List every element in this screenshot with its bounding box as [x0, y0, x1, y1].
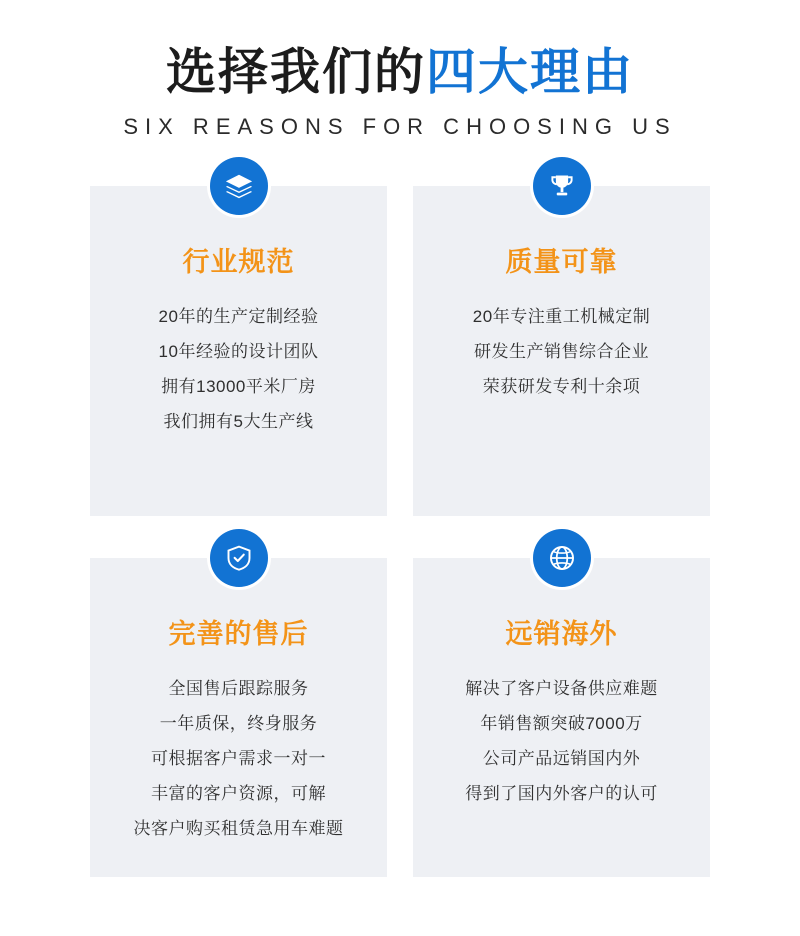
reason-line: 20年专注重工机械定制	[472, 307, 651, 327]
reason-card-3	[90, 558, 387, 877]
page-title	[0, 44, 800, 100]
trophy-icon	[533, 157, 591, 215]
reason-card-2-lines	[427, 300, 696, 405]
reason-card-4-title: 远销海外	[505, 619, 618, 649]
reason-card-2-title: 质量可靠	[505, 247, 618, 277]
reason-card-4-lines	[427, 672, 696, 811]
reason-line: 得到了国内外客户的认可	[465, 783, 658, 803]
reason-line: 解决了客户设备供应难题	[465, 679, 658, 699]
page-title-dark: 选择我们的	[166, 44, 426, 100]
shield-check-icon	[210, 529, 268, 587]
reason-line: 我们拥有5大生产线	[163, 411, 314, 431]
reason-card-3-lines	[104, 672, 373, 846]
page-subtitle: SIX REASONS FOR CHOOSING US	[123, 114, 677, 139]
reason-line: 20年的生产定制经验	[158, 307, 319, 327]
reason-line: 可根据客户需求一对一	[151, 749, 326, 769]
reasons-grid	[90, 186, 710, 877]
reason-card-3-title: 完善的售后	[168, 619, 309, 649]
reason-card-1-lines	[104, 300, 373, 439]
reason-line: 研发生产销售综合企业	[474, 342, 649, 362]
reason-line: 决客户购买租赁急用车难题	[133, 818, 344, 838]
reason-line: 荣获研发专利十余项	[482, 377, 641, 397]
globe-icon	[533, 529, 591, 587]
layers-icon	[210, 157, 268, 215]
reason-line: 公司产品远销国内外	[482, 749, 641, 769]
reason-line: 10年经验的设计团队	[158, 342, 319, 362]
reason-line: 一年质保，终身服务	[159, 714, 318, 734]
reason-card-2	[413, 186, 710, 516]
reason-card-1	[90, 186, 387, 516]
page-header	[0, 0, 800, 140]
reason-card-4	[413, 558, 710, 877]
page-title-blue: 四大理由	[426, 44, 634, 100]
reason-line: 全国售后跟踪服务	[168, 679, 309, 699]
reason-card-1-title: 行业规范	[182, 247, 295, 277]
reason-line: 丰富的客户资源，可解	[151, 783, 326, 803]
reason-line: 年销售额突破7000万	[480, 714, 643, 734]
reason-line: 拥有13000平米厂房	[161, 377, 316, 397]
